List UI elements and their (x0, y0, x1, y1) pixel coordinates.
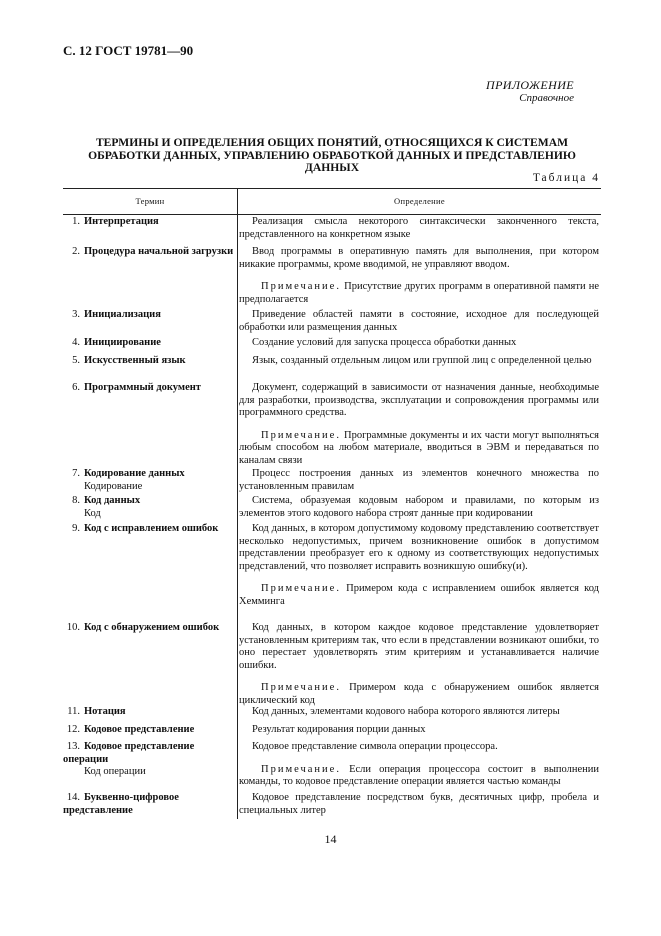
note-label: Примечание. (261, 682, 341, 693)
definition-cell (239, 792, 599, 817)
definition-note (239, 682, 599, 707)
definition-text: Код данных, в котором каждое кодовое представление удовлетворяет установленным критериям так, что если в представлении возникают ошибки, то оно перестает удовлетворять этим критериям и устанавливается наличие ошибки. (239, 622, 599, 671)
term-name: Кодовое представление операции (63, 741, 195, 765)
column-header-term: Термин (63, 189, 238, 214)
note-label: Примечание. (261, 429, 341, 441)
note-label: Примечание. (261, 763, 341, 775)
note-label: Примечание. (261, 583, 341, 594)
term-cell (63, 309, 235, 322)
definition-cell (239, 523, 599, 608)
term-number: 1. (72, 216, 80, 227)
definition-text: Процесс построения данных из элементов конечного множества по установленным правилам (239, 468, 599, 492)
term-name: Код данных (84, 495, 141, 506)
term-cell (63, 246, 235, 259)
term-name: Искусственный язык (84, 355, 186, 366)
term-cell (63, 792, 235, 817)
term-cell (63, 468, 235, 493)
column-header-definition: Определение (394, 196, 445, 206)
term-cell (63, 355, 235, 368)
definition-cell (239, 216, 599, 241)
term-number: 5. (72, 355, 80, 366)
term-number: 4. (72, 337, 80, 348)
definition-text: Кодовое представление посредством букв, десятичных цифр, пробела и специальных литер (239, 792, 599, 816)
definition-cell (239, 706, 599, 719)
definition-cell (239, 355, 599, 368)
appendix-title: ПРИЛОЖЕНИЕ (486, 78, 574, 92)
table-header (63, 188, 601, 215)
term-number: 13. (66, 741, 80, 752)
note-text: Присутствие других программ в оперативной памяти не предполагается (239, 281, 600, 305)
running-header: С. 12 ГОСТ 19781—90 (63, 43, 194, 58)
term-cell (63, 523, 235, 536)
definition-cell (239, 337, 599, 350)
column-divider (237, 213, 238, 819)
table-label: Таблица 4 (532, 172, 600, 184)
term-cell (63, 706, 235, 719)
term-name: Нотация (84, 706, 126, 717)
note-text: Примером кода с исправлением ошибок является код Хемминга (239, 583, 599, 607)
definition-text: Язык, созданный отдельным лицом или группой лиц с определенной целью (252, 355, 592, 366)
definition-cell (239, 622, 599, 707)
appendix-subtitle: Справочное (519, 92, 574, 104)
definition-cell (239, 468, 599, 493)
term-synonym: Код операции (84, 766, 146, 777)
term-name: Код с обнаружением ошибок (84, 622, 220, 633)
note-text: Если операция процессора состоит в выполнении команды, то кодовое представление операции является частью команды (239, 763, 599, 787)
definition-text: Создание условий для запуска процесса обработки данных (252, 337, 517, 348)
term-name: Инициализация (84, 309, 161, 320)
term-name: Кодирование данных (84, 468, 185, 479)
term-number: 3. (72, 309, 80, 320)
term-number: 8. (72, 495, 80, 506)
term-cell (63, 724, 235, 737)
term-cell (63, 337, 235, 350)
term-number: 6. (72, 382, 80, 393)
term-name: Кодовое представление (84, 724, 195, 735)
definition-text: Ввод программы в оперативную память для выполнения, при котором никакие программы, кроме вводимой, не управляют вводом. (239, 246, 599, 270)
definition-cell (239, 382, 599, 467)
term-synonym: Код (84, 507, 101, 519)
term-cell (63, 495, 235, 520)
definition-cell (239, 495, 599, 520)
definition-cell (239, 724, 599, 737)
definition-note (239, 430, 599, 468)
definition-cell (239, 246, 599, 306)
term-cell (63, 216, 235, 229)
term-synonym: Кодирование (84, 480, 143, 492)
appendix-label (486, 79, 574, 105)
term-cell (63, 622, 235, 635)
term-name: Код с исправлением ошибок (84, 523, 219, 534)
term-cell (63, 741, 235, 779)
term-cell (63, 382, 235, 395)
term-name: Инициирование (84, 337, 161, 348)
definition-text: Система, образуемая кодовым набором и правилами, по которым из элементов этого кодового набора строят данные при кодировании (239, 495, 599, 519)
terms-table (63, 188, 601, 215)
term-number: 11. (67, 706, 80, 717)
definition-text: Приведение областей памяти в состояние, исходное для последующей обработки или размещения данных (239, 309, 599, 333)
definition-cell (239, 741, 599, 789)
definition-text: Документ, содержащий в зависимости от назначения данные, необходимые для разработки, производства, эксплуатации и сопровождения программы или программного средства. (239, 382, 599, 418)
note-text: Примером кода с обнаружением ошибок является циклический код (239, 682, 600, 706)
note-label: Примечание. (261, 281, 341, 292)
term-name: Программный документ (84, 382, 201, 393)
definition-text: Реализация смысла некоторого синтаксически законченного текста, представленного на конкретном языке (239, 216, 599, 240)
term-number: 12. (66, 724, 80, 735)
definition-text: Код данных, элементами кодового набора которого являются литеры (252, 706, 560, 717)
page-number: 14 (324, 832, 337, 846)
note-text: Программные документы и их части могут выполняться любым способом на любом материале, вводиться в ЭВМ и передаваться по каналам связи (239, 429, 599, 466)
term-number: 10. (66, 622, 80, 633)
definition-cell (239, 309, 599, 334)
term-name: Интерпретация (84, 216, 159, 227)
definition-text: Результат кодирования порции данных (252, 724, 426, 735)
section-title: ТЕРМИНЫ И ОПРЕДЕЛЕНИЯ ОБЩИХ ПОНЯТИЙ, ОТНОСЯЩИХСЯ К СИСТЕМАМ ОБРАБОТКИ ДАННЫХ, УПРАВЛЕНИЮ ОБРАБОТКОЙ ДАННЫХ И ПРЕДСТАВЛЕНИЮ ДАННЫХ (88, 136, 576, 174)
definition-text: Код данных, в котором допустимому кодовому представлению соответствует несколько недопустимых, причем возникновение ошибок в допустимом представлении преобразует его к одному из соответствующих недопустимых представлений, что позволяет исправить возникшую ошибку(и). (239, 523, 599, 572)
term-name: Процедура начальной загрузки (84, 246, 234, 257)
term-number: 2. (72, 246, 80, 257)
definition-note (239, 583, 599, 608)
definition-text: Кодовое представление символа операции процессора. (252, 741, 498, 752)
definition-note (239, 281, 599, 306)
definition-note (239, 764, 599, 789)
term-number: 14. (66, 792, 80, 803)
term-name: Буквенно-цифровое представление (63, 792, 179, 816)
term-number: 9. (72, 523, 80, 534)
term-number: 7. (72, 468, 80, 479)
